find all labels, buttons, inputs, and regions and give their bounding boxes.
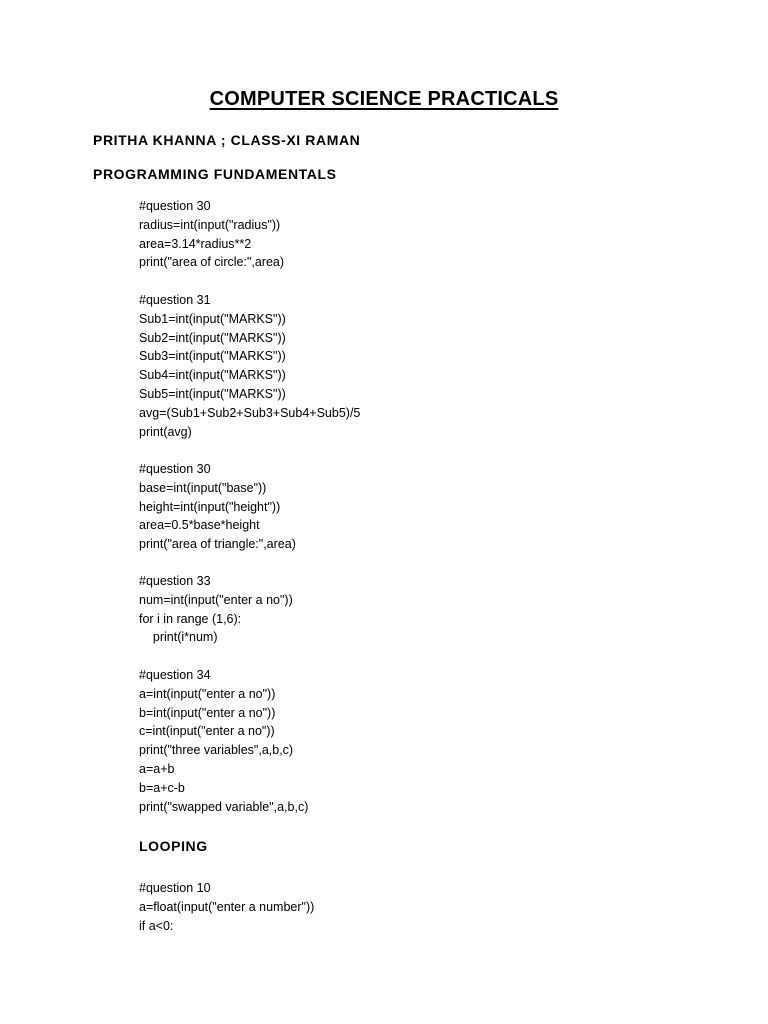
- code-line: Sub3=int(input("MARKS")): [139, 349, 286, 364]
- section-heading-looping: LOOPING: [139, 838, 208, 854]
- code-line: height=int(input("height")): [139, 499, 281, 514]
- code-line: a=int(input("enter a no")): [139, 686, 276, 701]
- code-line: #question 33: [139, 574, 211, 588]
- code-line: Sub4=int(input("MARKS")): [139, 368, 286, 383]
- code-block-question-34: [139, 666, 308, 816]
- code-line: Sub1=int(input("MARKS")): [139, 311, 286, 326]
- code-line: Sub2=int(input("MARKS")): [139, 330, 286, 345]
- code-line: num=int(input("enter a no")): [139, 592, 293, 607]
- code-line: print(avg): [139, 424, 192, 439]
- code-block-question-33: [139, 572, 293, 647]
- code-line: c=int(input("enter a no")): [139, 724, 275, 739]
- document-title: COMPUTER SCIENCE PRACTICALS: [209, 88, 559, 110]
- code-line: radius=int(input("radius")): [139, 217, 281, 232]
- code-line: #question 34: [139, 668, 211, 682]
- code-line: area=0.5*base*height: [139, 518, 260, 533]
- code-line: #question 10: [139, 881, 211, 895]
- document-title-row: [0, 88, 768, 111]
- code-line: print("area of circle:",area): [139, 255, 285, 270]
- code-line: print("three variables",a,b,c): [139, 743, 294, 758]
- code-line: a=float(input("enter a number")): [139, 899, 315, 914]
- code-line: print(i*num): [139, 630, 218, 645]
- code-line: #question 30: [139, 199, 211, 213]
- code-line: base=int(input("base")): [139, 480, 267, 495]
- author-line: PRITHA KHANNA ; CLASS-XI RAMAN: [93, 132, 361, 148]
- code-block-question-10: [139, 879, 314, 935]
- code-line: print("area of triangle:",area): [139, 537, 296, 552]
- code-line: #question 31: [139, 293, 211, 307]
- code-block-question-30-triangle: [139, 460, 296, 554]
- section-heading-programming: PROGRAMMING FUNDAMENTALS: [93, 166, 337, 182]
- code-line: #question 30: [139, 462, 211, 476]
- code-line: avg=(Sub1+Sub2+Sub3+Sub4+Sub5)/5: [139, 405, 361, 420]
- code-line: b=a+c-b: [139, 780, 185, 795]
- code-line: area=3.14*radius**2: [139, 236, 252, 251]
- code-line: b=int(input("enter a no")): [139, 705, 276, 720]
- code-block-question-30-circle: [139, 197, 284, 272]
- code-line: a=a+b: [139, 761, 175, 776]
- code-line: print("swapped variable",a,b,c): [139, 799, 309, 814]
- code-line: for i in range (1,6):: [139, 611, 242, 626]
- code-line: Sub5=int(input("MARKS")): [139, 386, 286, 401]
- code-line: if a<0:: [139, 918, 174, 933]
- code-block-question-31: [139, 291, 360, 441]
